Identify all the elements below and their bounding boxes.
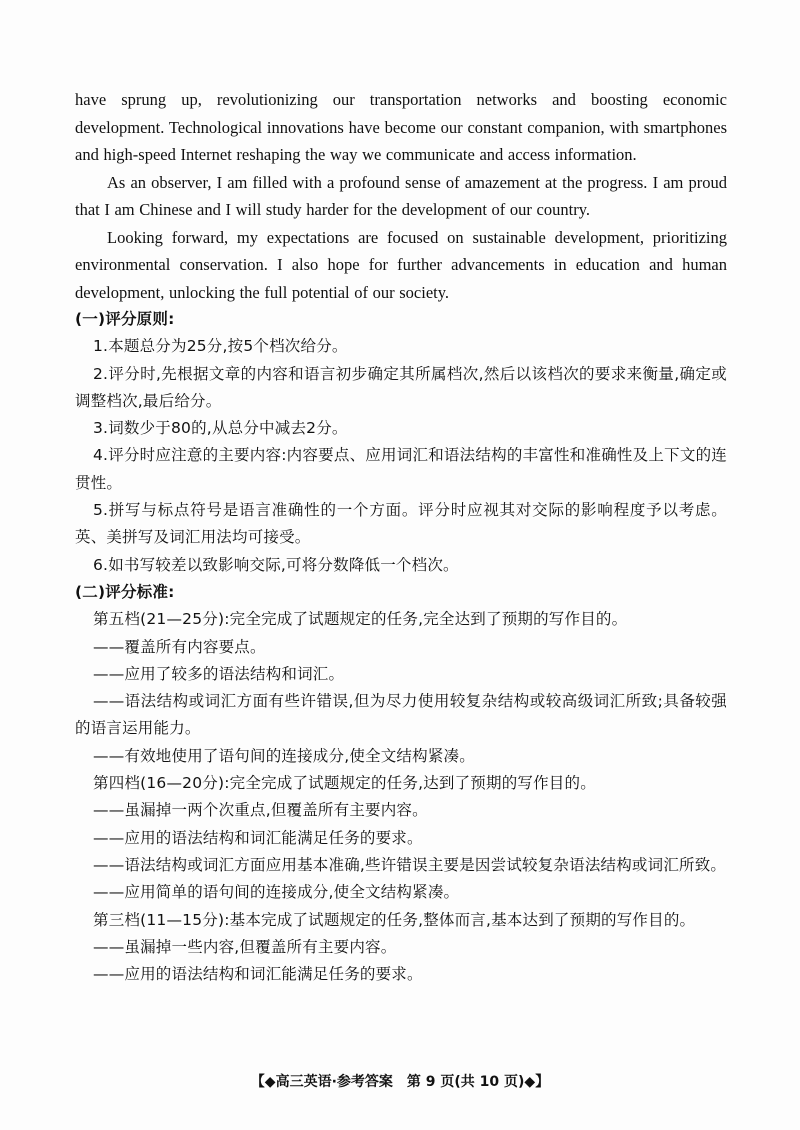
level4-point-4: ——应用简单的语句间的连接成分,使全文结构紧凑。 — [93, 883, 460, 902]
level4-point-1: ——虽漏掉一两个次重点,但覆盖所有主要内容。 — [93, 801, 428, 820]
level5-point-1: ——覆盖所有内容要点。 — [93, 637, 266, 656]
level4-point-2: ——应用的语法结构和词汇能满足任务的要求。 — [93, 828, 423, 847]
principle-item-6: 6.如书写较差以致影响交际,可将分数降低一个档次。 — [93, 555, 459, 574]
level3-point-2: ——应用的语法结构和词汇能满足任务的要求。 — [93, 965, 423, 984]
footer-bracket-right: 】 — [535, 1074, 550, 1090]
level3-title: 第三档(11—15分):基本完成了试题规定的任务,整体而言,基本达到了预期的写作目的。 — [93, 910, 696, 929]
essay-paragraph-continued: have sprung up, revolutionizing our transportation networks and boosting economic development. Technological innovations have become our constant companion, with smartphones and high-speed Internet reshaping the way we communicate and access information. — [75, 90, 727, 164]
level4-point-3: ——语法结构或词汇方面应用基本准确,些许错误主要是因尝试较复杂语法结构或词汇所致。 — [93, 855, 727, 874]
page-content — [75, 86, 727, 988]
essay-paragraph-forward: Looking forward, my expectations are focused on sustainable development, prioritizing environmental conservation. I also hope for further advancements in education and human development, unlocking the full potential of our society. — [75, 227, 727, 302]
essay-paragraph-observer: As an observer, I am filled with a profound sense of amazement at the progress. I am proud that I am Chinese and I will study harder for the development of our country. — [75, 172, 727, 219]
footer-bracket-left: 【 — [250, 1074, 265, 1090]
level4-title: 第四档(16—20分):完全完成了试题规定的任务,达到了预期的写作目的。 — [93, 774, 596, 793]
level5-title: 第五档(21—25分):完全完成了试题规定的任务,完全达到了预期的写作目的。 — [93, 610, 628, 629]
principles-heading: (一)评分原则: — [75, 310, 175, 328]
page-footer — [0, 1071, 800, 1091]
level3-point-1: ——虽漏掉一些内容,但覆盖所有主要内容。 — [93, 937, 397, 956]
level5-point-4: ——有效地使用了语句间的连接成分,使全文结构紧凑。 — [93, 746, 475, 765]
principle-item-5: 5.拼写与标点符号是语言准确性的一个方面。评分时应视其对交际的影响程度予以考虑。英、美拼写及词汇用法均可接受。 — [75, 501, 727, 547]
level5-point-3: ——语法结构或词汇方面有些许错误,但为尽力使用较复杂结构或较高级词汇所致;具备较强的语言运用能力。 — [75, 692, 727, 738]
diamond-icon: ◆ — [524, 1074, 536, 1090]
standards-heading: (二)评分标准: — [75, 582, 175, 601]
footer-page-info: 高三英语·参考答案 第 9 页(共 10 页) — [275, 1074, 525, 1090]
principle-item-2: 2.评分时,先根据文章的内容和语言初步确定其所属档次,然后以该档次的要求来衡量,确定或调整档次,最后给分。 — [75, 364, 727, 410]
principle-item-4: 4.评分时应注意的主要内容:内容要点、应用词汇和语法结构的丰富性和准确性及上下文的连贯性。 — [75, 446, 727, 492]
principle-item-3: 3.词数少于80的,从总分中减去2分。 — [93, 419, 348, 438]
level5-point-2: ——应用了较多的语法结构和词汇。 — [93, 664, 345, 683]
diamond-icon: ◆ — [264, 1074, 276, 1090]
principle-item-1: 1.本题总分为25分,按5个档次给分。 — [93, 337, 348, 356]
